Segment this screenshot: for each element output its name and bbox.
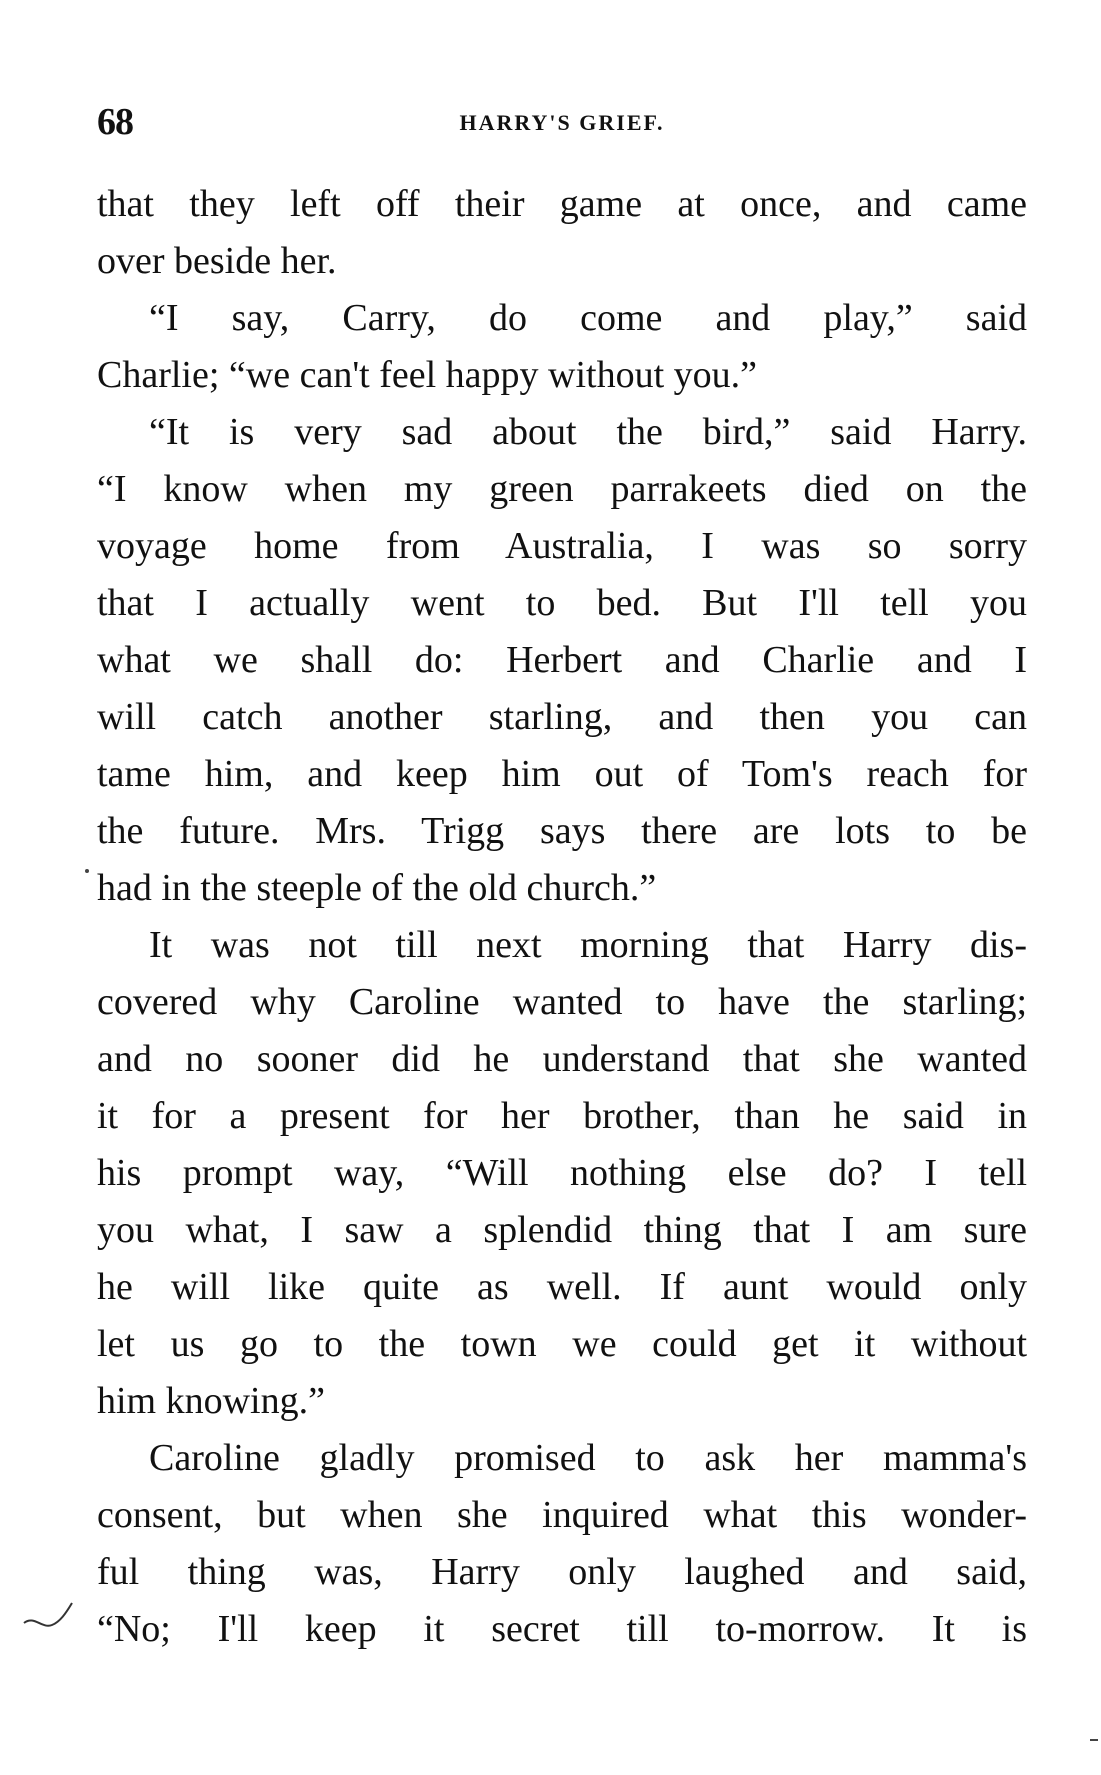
text-line: tame him, and keep him out of Tom's reach for: [97, 753, 1027, 795]
stray-dash: [1090, 1738, 1098, 1742]
text-line: covered why Caroline wanted to have the starling;: [97, 981, 1027, 1023]
margin-pencil-mark: [22, 1595, 82, 1635]
text-line: “I know when my green parrakeets died on the: [97, 468, 1027, 510]
text-line: Caroline gladly promised to ask her mamma's: [149, 1437, 1027, 1479]
text-line: consent, but when she inquired what this wonder-: [97, 1494, 1027, 1536]
text-line: let us go to the town we could get it without: [97, 1323, 1027, 1365]
text-line: the future. Mrs. Trigg says there are lots to be: [97, 810, 1027, 852]
text-line: he will like quite as well. If aunt would only: [97, 1266, 1027, 1308]
running-title: HARRY'S GRIEF.: [459, 110, 665, 135]
text-line: him knowing.”: [97, 1380, 325, 1422]
stray-dot: [84, 868, 90, 874]
text-line: “It is very sad about the bird,” said Harry.: [149, 411, 1027, 453]
text-line: you what, I saw a splendid thing that I am sure: [97, 1209, 1027, 1251]
page-header: [97, 100, 1027, 144]
text-line: had in the steeple of the old church.”: [97, 867, 657, 909]
text-line: his prompt way, “Will nothing else do? I tell: [97, 1152, 1027, 1194]
body-text: [97, 176, 1027, 1658]
text-line: over beside her.: [97, 240, 337, 282]
text-line: “I say, Carry, do come and play,” said: [149, 297, 1027, 339]
text-line: what we shall do: Herbert and Charlie and I: [97, 639, 1027, 681]
text-line: that I actually went to bed. But I'll tell you: [97, 582, 1027, 624]
text-line: “No; I'll keep it secret till to-morrow. It is: [97, 1608, 1027, 1650]
text-line: ful thing was, Harry only laughed and said,: [97, 1551, 1027, 1593]
text-line: It was not till next morning that Harry dis-: [149, 924, 1027, 966]
text-line: Charlie; “we can't feel happy without you.”: [97, 354, 758, 396]
text-line: will catch another starling, and then you can: [97, 696, 1027, 738]
text-line: voyage home from Australia, I was so sorry: [97, 525, 1027, 567]
text-line: that they left off their game at once, and came: [97, 183, 1027, 225]
text-line: it for a present for her brother, than he said in: [97, 1095, 1027, 1137]
text-line: and no sooner did he understand that she wanted: [97, 1038, 1027, 1080]
page-number: 68: [97, 101, 133, 143]
